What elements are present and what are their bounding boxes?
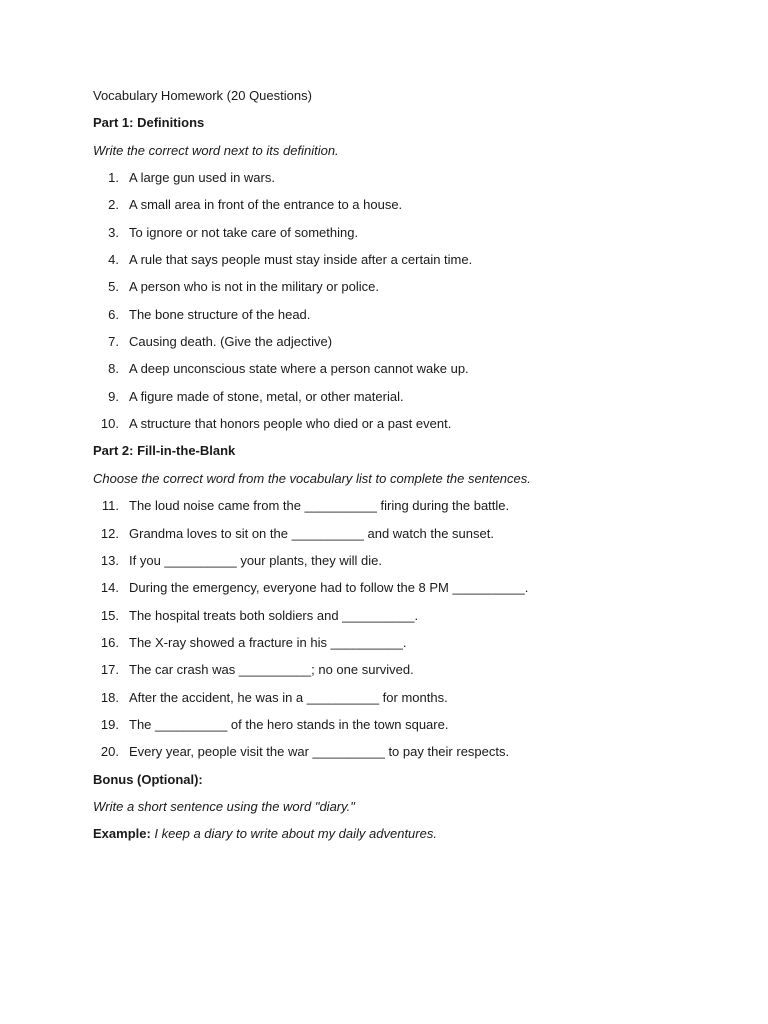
- item-text: To ignore or not take care of something.: [129, 224, 359, 240]
- list-item: [93, 169, 693, 196]
- item-text: During the emergency, everyone had to follow the 8 PM __________.: [129, 580, 529, 596]
- item-number: 17.: [100, 662, 119, 678]
- item-text: The bone structure of the head.: [129, 306, 311, 322]
- list-item: [93, 415, 693, 442]
- item-number: 15.: [100, 607, 119, 623]
- list-item: [93, 689, 693, 716]
- list-item: [93, 224, 693, 251]
- list-item: [93, 661, 693, 688]
- list-item: [93, 251, 693, 278]
- example-text: I keep a diary to write about my daily adventures.: [150, 826, 437, 842]
- list-item: [93, 333, 693, 360]
- item-text: After the accident, he was in a __________ for months.: [129, 689, 448, 705]
- part1-heading: Part 1: Definitions: [93, 115, 205, 131]
- item-number: 19.: [100, 716, 119, 732]
- item-number: 13.: [100, 552, 119, 568]
- item-number: 1.: [108, 170, 119, 186]
- list-item: [93, 196, 693, 223]
- item-text: A deep unconscious state where a person cannot wake up.: [129, 361, 469, 377]
- item-text: The X-ray showed a fracture in his __________.: [129, 634, 407, 650]
- item-number: 6.: [108, 306, 119, 322]
- item-text: A person who is not in the military or police.: [129, 279, 380, 295]
- list-item: [93, 388, 693, 415]
- item-text: Every year, people visit the war __________ to pay their respects.: [129, 744, 510, 760]
- item-text: If you __________ your plants, they will die.: [129, 552, 382, 568]
- part2-instruction: Choose the correct word from the vocabulary list to complete the sentences.: [93, 470, 531, 486]
- item-number: 11.: [101, 498, 119, 514]
- item-text: Grandma loves to sit on the __________ and watch the sunset.: [129, 525, 494, 541]
- bonus-instruction: Write a short sentence using the word "diary.": [93, 798, 355, 814]
- document-page: [93, 87, 693, 853]
- item-number: 14.: [100, 580, 119, 596]
- part1-instruction: Write the correct word next to its definition.: [93, 142, 339, 158]
- item-number: 20.: [100, 744, 119, 760]
- list-item: [93, 716, 693, 743]
- document-title: Vocabulary Homework (20 Questions): [93, 88, 312, 103]
- list-item: [93, 306, 693, 333]
- list-item: [93, 360, 693, 387]
- item-text: A large gun used in wars.: [129, 170, 275, 186]
- part1-list: [93, 169, 693, 442]
- item-number: 8.: [108, 361, 119, 377]
- item-number: 5.: [108, 279, 119, 295]
- item-number: 18.: [100, 689, 119, 705]
- example-label: Example:: [93, 826, 151, 842]
- item-text: The car crash was __________; no one survived.: [129, 662, 414, 678]
- item-text: The hospital treats both soldiers and __________.: [129, 607, 419, 623]
- item-text: A rule that says people must stay inside after a certain time.: [129, 252, 473, 268]
- item-text: A figure made of stone, metal, or other material.: [129, 388, 404, 404]
- list-item: [93, 552, 693, 579]
- item-text: A structure that honors people who died or a past event.: [129, 416, 452, 432]
- list-item: [93, 278, 693, 305]
- item-number: 12.: [100, 525, 119, 541]
- item-text: The __________ of the hero stands in the town square.: [129, 716, 449, 732]
- item-number: 9.: [108, 388, 119, 404]
- bonus-heading: Bonus (Optional):: [93, 771, 203, 787]
- item-text: A small area in front of the entrance to a house.: [129, 197, 403, 213]
- item-number: 2.: [108, 197, 119, 213]
- list-item: [93, 579, 693, 606]
- list-item: [93, 634, 693, 661]
- list-item: [93, 743, 693, 770]
- part2-heading: Part 2: Fill-in-the-Blank: [93, 443, 236, 459]
- item-number: 16.: [100, 634, 119, 650]
- item-number: 4.: [108, 252, 119, 268]
- item-number: 3.: [108, 224, 119, 240]
- item-text: The loud noise came from the __________ firing during the battle.: [129, 498, 510, 514]
- list-item: [93, 497, 693, 524]
- item-text: Causing death. (Give the adjective): [129, 334, 333, 350]
- list-item: [93, 525, 693, 552]
- bonus-example: [93, 825, 693, 852]
- part2-list: [93, 497, 693, 770]
- item-number: 7.: [108, 334, 119, 350]
- list-item: [93, 607, 693, 634]
- item-number: 10.: [100, 416, 119, 432]
